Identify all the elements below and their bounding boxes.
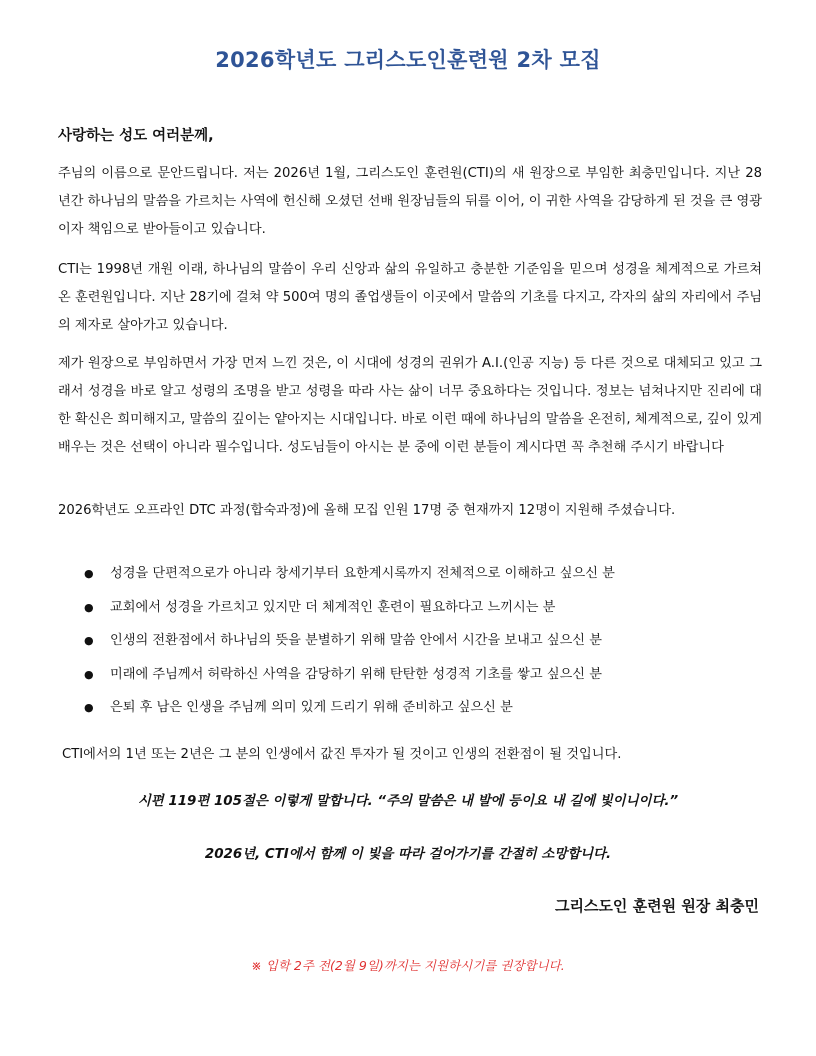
paragraph-history: CTI는 1998년 개원 이래, 하나님의 말씀이 우리 신앙과 삶의 유일하고 충분한 기준임을 믿으며 성경을 체계적으로 가르쳐 온 훈련원입니다. 지난 28기에 걸쳐 약 500여 명의 졸업생들이 이곳에서 말씀의 기초를 다지고, 각자의 삶의 자리에서 주님의 제자로 살아가고 있습니다. xyxy=(58,262,762,333)
list-item: ● 은퇴 후 남은 인생을 주님께 의미 있게 드리기 위해 준비하고 싶으신 분 xyxy=(84,697,615,731)
list-item: ● 교회에서 성경을 가르치고 있지만 더 체계적인 훈련이 필요하다고 느끼시는 분 xyxy=(84,597,615,631)
document-title: 2026학년도 그리스도인훈련원 2차 모집 xyxy=(215,48,601,72)
hope-statement: 2026년, CTI에서 함께 이 빛을 따라 걸어가기를 간절히 소망합니다. xyxy=(204,847,612,862)
bullet-list xyxy=(84,563,615,731)
list-item: ● 미래에 주님께서 허락하신 사역을 감당하기 위해 탄탄한 성경적 기초를 쌓고 싶으신 분 xyxy=(84,664,615,698)
scripture-quote: 시편 119편 105절은 이렇게 말합니다. “주의 말씀은 내 발에 등이요 내 길에 빛이니이다.” xyxy=(137,794,679,809)
signature: 그리스도인 훈련원 원장 최충민 xyxy=(554,897,759,915)
paragraph-recruitment: 2026학년도 오프라인 DTC 과정(합숙과정)에 올해 모집 인원 17명 중 현재까지 12명이 지원해 주셨습니다. xyxy=(58,503,676,518)
paragraph-vision: 제가 원장으로 부임하면서 가장 먼저 느낀 것은, 이 시대에 성경의 권위가 A.I.(인공 지능) 등 다른 것으로 대체되고 있고 그래서 성경을 바로 알고 성령의 조명을 받고 성령을 따라 사는 삶이 너무 중요하다는 것입니다. 정보는 넘쳐나지만 진리에 대한 확신은 희미해지고, 말씀의 깊이는 얕아지는 시대입니다. 바로 이런 때에 하나님의 말씀을 온전히, 체계적으로, 깊이 있게 배우는 것은 선택이 아니라 필수입니다. 성도님들이 아시는 분 중에 이런 분들이 계시다면 꼭 추천해 주시기 바랍니다 xyxy=(58,356,762,455)
list-item: ● 인생의 전환점에서 하나님의 뜻을 분별하기 위해 말씀 안에서 시간을 보내고 싶으신 분 xyxy=(84,630,615,664)
greeting: 사랑하는 성도 여러분께, xyxy=(58,128,214,144)
paragraph-closing: CTI에서의 1년 또는 2년은 그 분의 인생에서 값진 투자가 될 것이고 인생의 전환점이 될 것입니다. xyxy=(62,747,622,762)
application-note: ※ 입학 2주 전(2월 9일)까지는 지원하시기를 권장합니다. xyxy=(251,958,565,973)
paragraph-intro: 주님의 이름으로 문안드립니다. 저는 2026년 1월, 그리스도인 훈련원(CTI)의 새 원장으로 부임한 최충민입니다. 지난 28년간 하나님의 말씀을 가르치는 사역에 헌신해 오셨던 선배 원장님들의 뒤를 이어, 이 귀한 사역을 감당하게 된 것을 큰 영광이자 책임으로 받아들이고 있습니다. xyxy=(58,166,762,237)
list-item: ● 성경을 단편적으로가 아니라 창세기부터 요한계시록까지 전체적으로 이해하고 싶으신 분 xyxy=(84,563,615,597)
